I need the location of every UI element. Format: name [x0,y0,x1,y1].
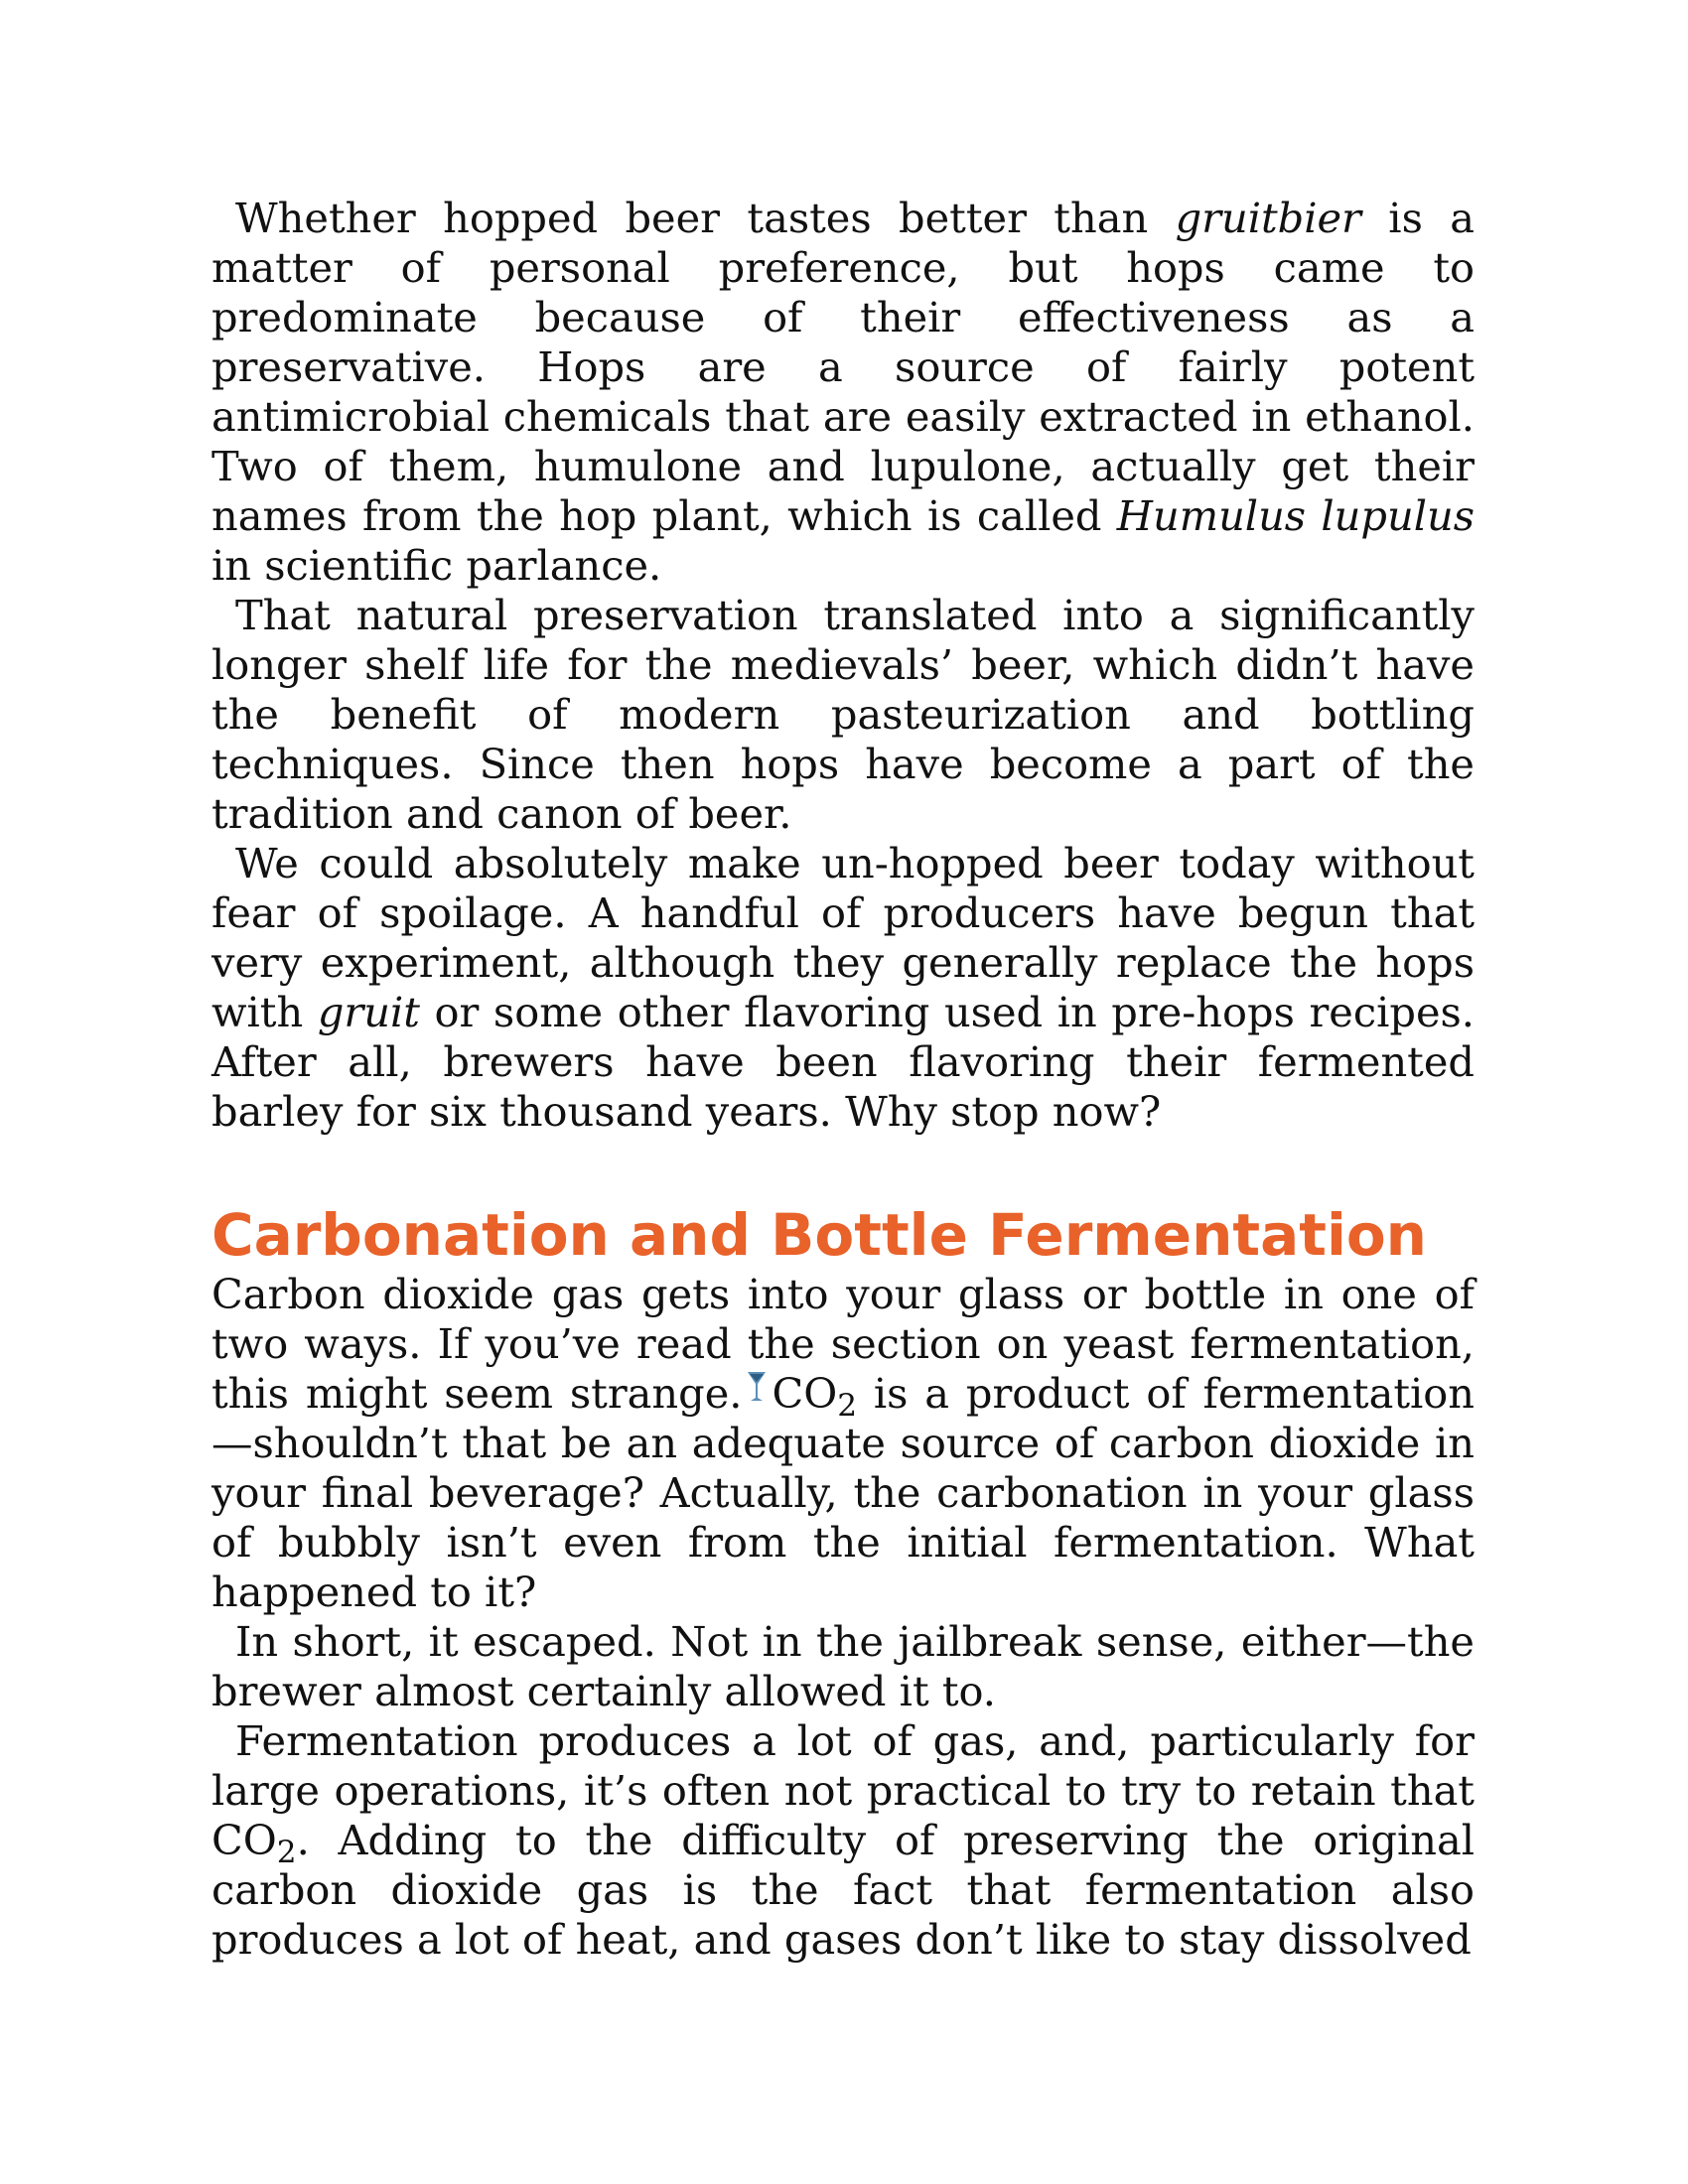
page-content [211,194,1475,1965]
paragraph-text: in scientific parlance. [211,541,662,590]
paragraph-text: We could absolutely make un-hopped beer today without fear of spoilage. A handful of producers have begun that very experiment, although they generally replace the hops with [211,839,1475,1036]
paragraph [211,1716,1475,1965]
paragraph [211,839,1475,1137]
paragraph-text: is a product of fermentation—shouldn’t that be an adequate source of carbon dioxide in your final beverage? Actually, the carbonation in your glass of bubbly isn’t even from the initial fermentation. What happened to it? [211,1369,1475,1616]
italic-term: Humulus lupulus [1116,491,1475,540]
cocktail-glass-icon[interactable] [746,1365,768,1415]
paragraph-text: or some other flavoring used in pre-hops recipes. After all, brewers have been flavoring their fermented barley for six thousand years. Why stop now? [211,988,1475,1136]
intro-section [211,194,1475,1137]
paragraph-text: Carbon dioxide gas gets into your glass or bottle in one of two ways. If you’ve read the section on yeast fermentation, this might seem strange. [211,1270,1475,1418]
paragraph: In short, it escaped. Not in the jailbreak sense, either—the brewer almost certainly allowed it to. [211,1617,1475,1715]
paragraph-text: . Adding to the difficulty of preserving the original carbon dioxide gas is the fact that fermentation also produces a lot of heat, and gases don’t like to stay dissolved [211,1816,1475,1964]
co2-formula: $CO_2$ [211,1816,297,1870]
co2-formula: $CO_2$ [772,1369,858,1424]
paragraph-text: That natural preservation translated into a significantly longer shelf life for the medievals’ beer, which didn’t have the benefit of modern pasteurization and bottling techniques. Since then hops have become a part of the tradition and canon of beer. [211,591,1475,838]
paragraph-text: is a matter of personal preference, but hops came to predominate because of their effectiveness as a preservative. Hops are a source of fairly potent antimicrobial chemicals that are easily extracted in ethanol. Two of them, humulone and lupulone, actually get their names from the hop plant, which is called [211,194,1475,540]
paragraph-text: Whether hopped beer tastes better than [235,194,1176,242]
paragraph [211,1270,1475,1617]
italic-term: gruitbier [1175,194,1361,242]
section-heading: Carbonation and Bottle Fermentation [211,1201,1427,1269]
paragraph-text: Fermentation produces a lot of gas, and, particularly for large operations, it’s often not practical to try to retain that [211,1716,1475,1815]
paragraph [211,591,1475,839]
italic-term: gruit [317,988,420,1036]
paragraph [211,194,1475,591]
